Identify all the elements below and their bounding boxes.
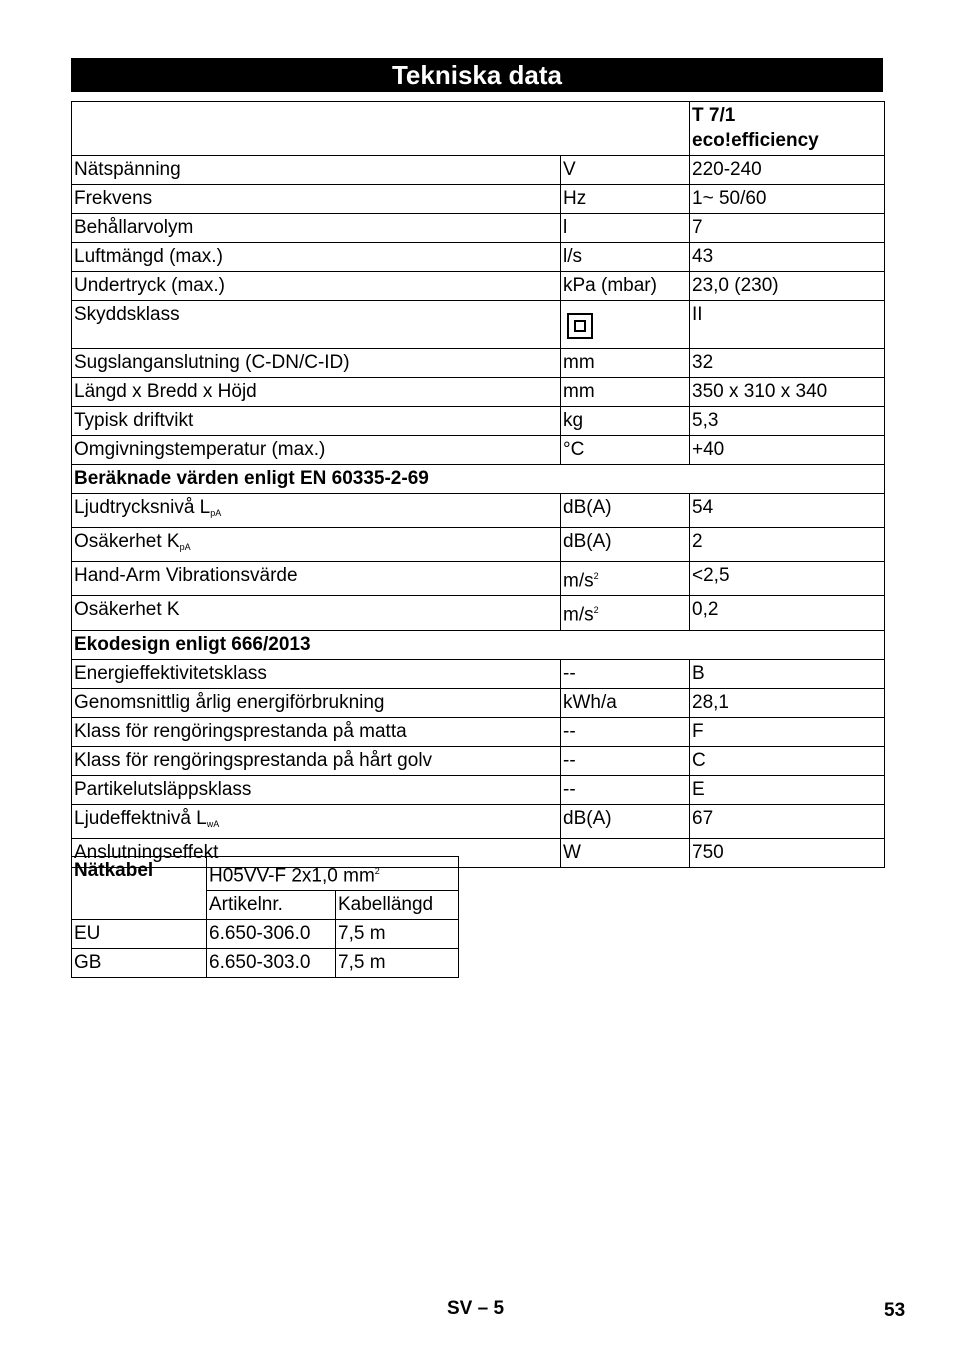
table-row — [72, 494, 885, 528]
row-unit: dB(A) — [561, 528, 690, 562]
row-label: Klass för rengöringsprestanda på hårt golv — [72, 746, 561, 775]
row-value: 0,2 — [690, 596, 885, 630]
table-row — [72, 659, 885, 688]
protection-class-ii-icon — [567, 313, 593, 339]
row-value: F — [690, 717, 885, 746]
cable-length: 7,5 m — [336, 949, 459, 978]
row-label: Anslutningseffekt — [72, 838, 561, 867]
row-label: Skyddsklass — [72, 301, 561, 349]
table-row — [72, 920, 459, 949]
row-unit: dB(A) — [561, 494, 690, 528]
table-row — [72, 775, 885, 804]
table-row — [72, 804, 885, 838]
row-value: 32 — [690, 349, 885, 378]
section-heading: Beräknade värden enligt EN 60335-2-69 — [72, 465, 885, 494]
table-row — [72, 528, 885, 562]
row-value: 23,0 (230) — [690, 272, 885, 301]
cable-type: H05VV-F 2x1,0 $mm^2$ — [207, 857, 459, 891]
row-unit — [561, 301, 690, 349]
row-label: Ljudtrycksnivå $L_{pA}$ — [72, 494, 561, 528]
row-label: Osäkerhet $K_{pA}$ — [72, 528, 561, 562]
table-row — [72, 688, 885, 717]
table-row — [72, 717, 885, 746]
row-unit: kPa (mbar) — [561, 272, 690, 301]
row-label: Energieffektivitetsklass — [72, 659, 561, 688]
row-label: Hand-Arm Vibrationsvärde — [72, 562, 561, 596]
row-value: 67 — [690, 804, 885, 838]
row-unit: Hz — [561, 185, 690, 214]
row-unit: $m/s^2$ — [561, 562, 690, 596]
table-row — [72, 436, 885, 465]
table-row — [72, 596, 885, 630]
table-row — [72, 243, 885, 272]
row-label: Omgivningstemperatur (max.) — [72, 436, 561, 465]
table-row — [72, 301, 885, 349]
table-row — [72, 378, 885, 407]
row-label: Ljudeffektnivå $L_{wA}$ — [72, 804, 561, 838]
row-unit: -- — [561, 717, 690, 746]
row-label: Nätspänning — [72, 156, 561, 185]
table-row — [72, 214, 885, 243]
row-unit: W — [561, 838, 690, 867]
table-row — [72, 746, 885, 775]
row-value: 2 — [690, 528, 885, 562]
row-value: 350 x 310 x 340 — [690, 378, 885, 407]
footer-page-number: 53 — [884, 1300, 906, 1321]
row-value: 220-240 — [690, 156, 885, 185]
technical-data-table — [71, 101, 885, 868]
cable-region: GB — [72, 949, 207, 978]
row-unit: -- — [561, 659, 690, 688]
row-value: 7 — [690, 214, 885, 243]
row-value: 54 — [690, 494, 885, 528]
cable-length: 7,5 m — [336, 920, 459, 949]
table-row — [72, 349, 885, 378]
row-value: 28,1 — [690, 688, 885, 717]
row-unit: -- — [561, 775, 690, 804]
table-row — [72, 949, 459, 978]
row-value: B — [690, 659, 885, 688]
row-label: Undertryck (max.) — [72, 272, 561, 301]
cable-header-row — [72, 857, 459, 891]
header-model-cell: T 7/1 eco!efficiency — [690, 102, 885, 156]
row-unit: V — [561, 156, 690, 185]
row-unit: kg — [561, 407, 690, 436]
row-unit: mm — [561, 349, 690, 378]
row-label: Sugslanganslutning (C-DN/C-ID) — [72, 349, 561, 378]
row-value: <2,5 — [690, 562, 885, 596]
cable-region: EU — [72, 920, 207, 949]
table-row — [72, 407, 885, 436]
row-unit: dB(A) — [561, 804, 690, 838]
section-row — [72, 465, 885, 494]
row-label: Behållarvolym — [72, 214, 561, 243]
row-unit: kWh/a — [561, 688, 690, 717]
row-unit: mm — [561, 378, 690, 407]
row-value: II — [690, 301, 885, 349]
row-label: Partikelutsläppsklass — [72, 775, 561, 804]
table-row — [72, 185, 885, 214]
row-unit: l — [561, 214, 690, 243]
table-header-row — [72, 102, 885, 156]
row-unit: $m/s^2$ — [561, 596, 690, 630]
cable-article: 6.650-306.0 — [207, 920, 336, 949]
row-label: Luftmängd (max.) — [72, 243, 561, 272]
table-row — [72, 272, 885, 301]
cable-article: 6.650-303.0 — [207, 949, 336, 978]
row-label: Genomsnittlig årlig energiförbrukning — [72, 688, 561, 717]
power-cable-table — [71, 856, 459, 978]
row-label: Typisk driftvikt — [72, 407, 561, 436]
row-label: Klass för rengöringsprestanda på matta — [72, 717, 561, 746]
row-value: +40 — [690, 436, 885, 465]
row-value: C — [690, 746, 885, 775]
table-row — [72, 156, 885, 185]
cable-label: Nätkabel — [72, 857, 207, 920]
row-value: 43 — [690, 243, 885, 272]
row-unit: °C — [561, 436, 690, 465]
section-heading: Ekodesign enligt 666/2013 — [72, 630, 885, 659]
row-label: Osäkerhet K — [72, 596, 561, 630]
row-unit: -- — [561, 746, 690, 775]
row-value: E — [690, 775, 885, 804]
row-label: Längd x Bredd x Höjd — [72, 378, 561, 407]
table-row — [72, 562, 885, 596]
row-value: 1~ 50/60 — [690, 185, 885, 214]
row-value: 5,3 — [690, 407, 885, 436]
section-row — [72, 630, 885, 659]
footer-section: SV – 5 — [447, 1298, 505, 1319]
page-title: Tekniska data — [71, 58, 883, 92]
row-label: Frekvens — [72, 185, 561, 214]
cable-col-article: Artikelnr. — [207, 891, 336, 920]
row-unit: l/s — [561, 243, 690, 272]
header-empty-cell — [72, 102, 690, 156]
row-value: 750 — [690, 838, 885, 867]
cable-col-length: Kabellängd — [336, 891, 459, 920]
